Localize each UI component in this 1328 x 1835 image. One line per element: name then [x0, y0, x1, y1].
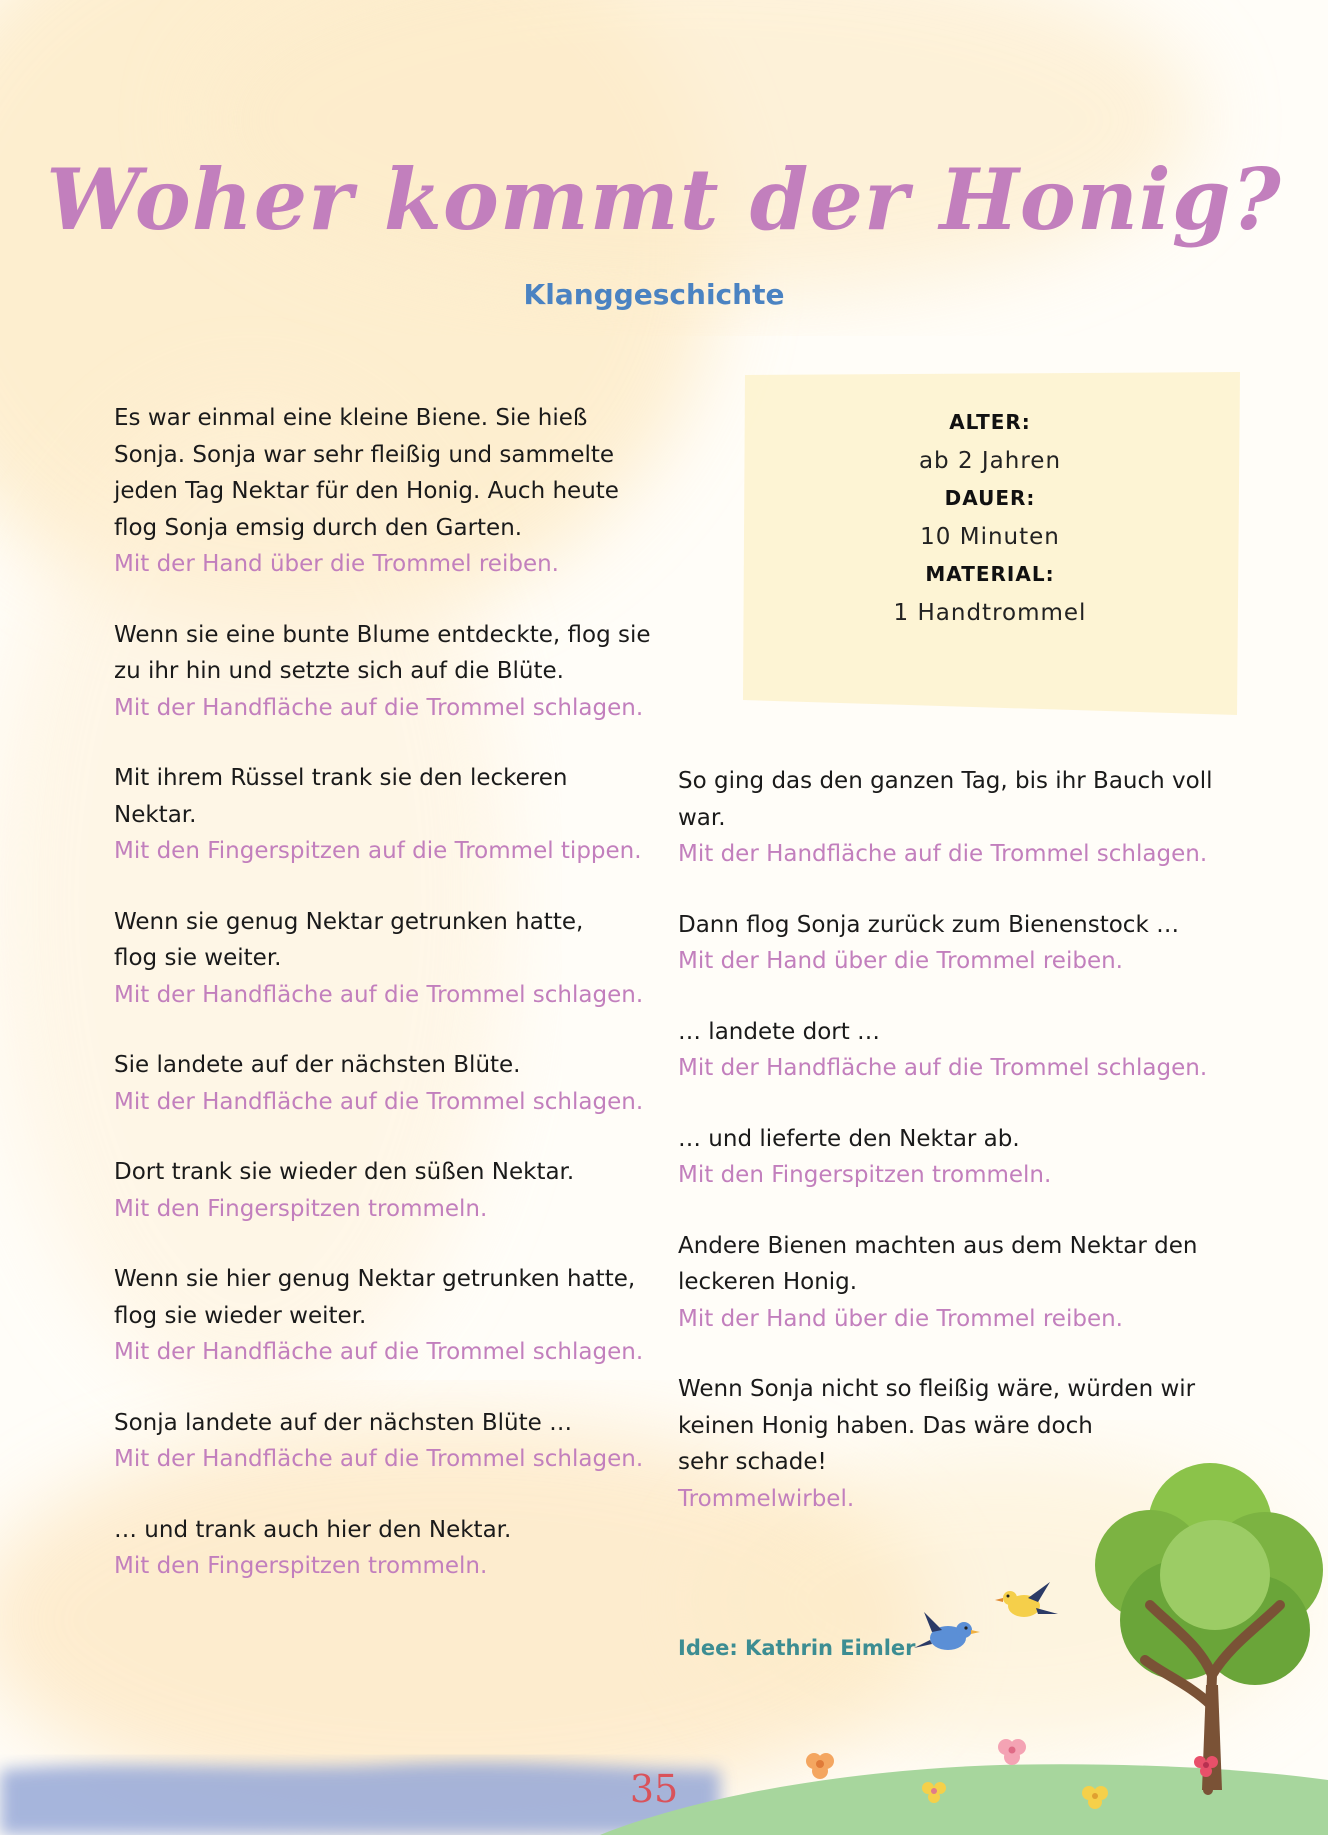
sound-cue: Mit der Handfläche auf die Trommel schlagen.: [114, 1088, 644, 1115]
story-text: … und trank auch hier den Nektar.: [114, 1516, 512, 1543]
sound-cue: Mit der Hand über die Trommel reiben.: [114, 551, 559, 577]
story-column-right: [678, 763, 1238, 1551]
flower-icon: [993, 1732, 1031, 1770]
story-paragraph: [678, 1014, 1238, 1087]
age-value: ab 2 Jahren: [918, 448, 1062, 474]
story-paragraph: [114, 904, 654, 1014]
sound-cue: Mit den Fingerspitzen auf die Trommel tippen.: [114, 838, 642, 864]
story-text: Dann flog Sonja zurück zum Bienenstock …: [678, 911, 1180, 938]
sound-cue: Mit der Hand über die Trommel reiben.: [678, 1305, 1123, 1332]
page-number: 35: [629, 1767, 679, 1811]
sound-cue: Mit der Handfläche auf die Trommel schlagen.: [678, 1055, 1208, 1081]
story-text: Mit ihrem Rüssel trank sie den leckeren Nektar.: [114, 765, 568, 828]
story-paragraph: [678, 1121, 1238, 1194]
sound-cue: Mit der Handfläche auf die Trommel schlagen.: [114, 694, 644, 721]
sound-cue: Trommelwirbel.: [678, 1485, 855, 1512]
duration-value: 10 Minuten: [920, 524, 1060, 550]
story-text: Wenn sie eine bunte Blume entdeckte, flog sie zu ihr hin und setzte sich auf die Blüte.: [114, 621, 651, 684]
story-column-left: [114, 400, 654, 1619]
sound-cue: Mit den Fingerspitzen trommeln.: [678, 1162, 1052, 1188]
sound-cue: Mit der Handfläche auf die Trommel schlagen.: [114, 1446, 644, 1472]
sound-cue: Mit der Handfläche auf die Trommel schlagen.: [114, 1339, 644, 1365]
story-text: Sie landete auf der nächsten Blüte.: [114, 1052, 521, 1078]
sound-cue: Mit der Handfläche auf die Trommel schlagen.: [114, 981, 644, 1008]
story-paragraph: [114, 1154, 654, 1227]
story-text: Andere Bienen machten aus dem Nektar den leckeren Honig.: [678, 1232, 1198, 1295]
yellow-bird-icon: [992, 1578, 1062, 1628]
sound-cue: Mit den Fingerspitzen trommeln.: [114, 1195, 488, 1222]
story-text: Dort trank sie wieder den süßen Nektar.: [114, 1159, 575, 1185]
story-paragraph: [114, 400, 654, 583]
sound-cue: Mit der Hand über die Trommel reiben.: [678, 948, 1123, 974]
material-value: 1 Handtrommel: [893, 600, 1087, 626]
page-title: Woher kommt der Honig?: [46, 150, 1282, 249]
duration-label: DAUER:: [944, 486, 1036, 510]
story-text: Wenn Sonja nicht so fleißig wäre, würden wir keinen Honig haben. Das wäre doch sehr schade!: [678, 1376, 1196, 1475]
author-credit: Idee: Kathrin Eimler: [678, 1636, 916, 1660]
sound-cue: Mit der Handfläche auf die Trommel schlagen.: [678, 841, 1208, 867]
material-label: MATERIAL:: [925, 562, 1055, 586]
story-paragraph: [114, 1047, 654, 1120]
story-text: … und lieferte den Nektar ab.: [678, 1125, 1020, 1152]
info-box: [740, 398, 1240, 626]
story-text: Wenn sie genug Nektar getrunken hatte, flog sie weiter.: [114, 908, 584, 971]
page-subtitle: Klanggeschichte: [523, 278, 785, 311]
story-paragraph: [678, 763, 1238, 873]
story-paragraph: [114, 1512, 654, 1585]
story-text: Es war einmal eine kleine Biene. Sie hieß Sonja. Sonja war sehr fleißig und sammelte jeden Tag Nektar für den Honig. Auch heute flog Sonja emsig durch den Garten.: [114, 405, 619, 541]
story-text: So ging das den ganzen Tag, bis ihr Bauch voll war.: [678, 768, 1213, 831]
story-paragraph: [114, 1261, 654, 1371]
story-paragraph: [114, 1405, 654, 1478]
blue-bird-icon: [912, 1608, 982, 1658]
age-label: ALTER:: [949, 410, 1031, 434]
story-text: Sonja landete auf der nächsten Blüte …: [114, 1409, 573, 1436]
story-text: Wenn sie hier genug Nektar getrunken hatte, flog sie wieder weiter.: [114, 1266, 636, 1329]
sound-cue: Mit den Fingerspitzen trommeln.: [114, 1553, 488, 1579]
story-paragraph: [114, 760, 654, 870]
story-paragraph: [678, 1228, 1238, 1338]
story-paragraph: [678, 907, 1238, 980]
tree-illustration: [1090, 1455, 1328, 1795]
story-text: … landete dort …: [678, 1018, 881, 1045]
story-paragraph: [114, 617, 654, 727]
